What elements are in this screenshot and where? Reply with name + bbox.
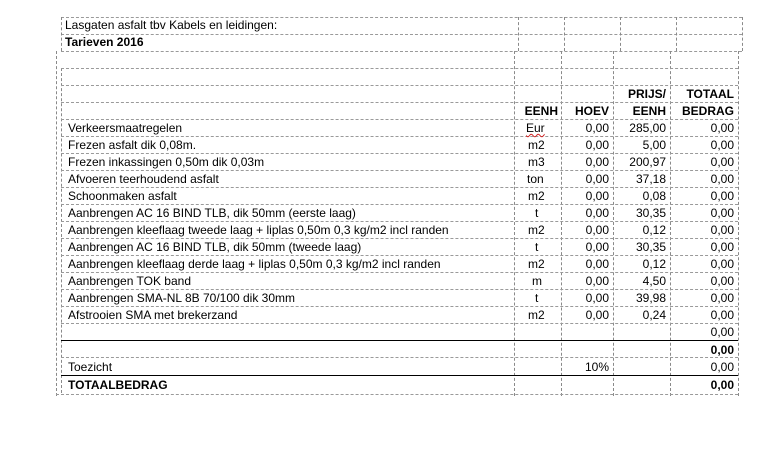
grand-total-label: TOTAALBEDRAG (68, 378, 168, 392)
row-price: 0,12 (642, 223, 666, 237)
row-description: Afstrooien SMA met brekerzand (68, 308, 238, 322)
row-unit: t (535, 206, 539, 220)
toezicht-total: 0,00 (710, 360, 734, 374)
header-right-border (742, 17, 743, 51)
header-mid-border (61, 34, 742, 35)
row-description: Frezen inkassingen 0,50m dik 0,03m (68, 155, 265, 169)
row-description: Frezen asfalt dik 0,08m. (68, 138, 197, 152)
row-quantity: 0,00 (585, 206, 609, 220)
page-title: Lasgaten asfalt tbv Kabels en leidingen: (65, 18, 278, 32)
row-price: 30,35 (635, 206, 666, 220)
row-price: 0,08 (642, 189, 666, 203)
row-total: 0,00 (710, 223, 734, 237)
header-divider-4 (676, 17, 677, 51)
row-description: Schoonmaken asfalt (68, 189, 177, 203)
row-price: 39,98 (635, 291, 666, 305)
row-description: Aanbrengen SMA-NL 8B 70/100 dik 30mm (68, 291, 296, 305)
header-left-border (61, 17, 62, 51)
row-unit: m2 (528, 223, 545, 237)
row-price: 0,12 (642, 257, 666, 271)
header-prijs-top: PRIJS/ (627, 87, 666, 101)
row-total: 0,00 (710, 308, 734, 322)
row-total: 0,00 (710, 206, 734, 220)
row-total: 0,00 (710, 274, 734, 288)
row-description: Aanbrengen kleeflaag derde laag + liplas 0,50m 0,3 kg/m2 incl randen (68, 257, 441, 271)
header-bottom-border (61, 51, 742, 52)
row-description: Aanbrengen AC 16 BIND TLB, dik 50mm (tweede laag) (68, 240, 362, 254)
row-unit: m3 (528, 155, 545, 169)
row-unit: t (535, 240, 539, 254)
row-total: 0,00 (710, 138, 734, 152)
grand-total-value: 0,00 (710, 378, 734, 392)
row-unit: m2 (528, 257, 545, 271)
header-divider-1 (518, 17, 519, 51)
table-right-border (738, 51, 739, 396)
row-unit: t (535, 291, 539, 305)
row-total: 0,00 (710, 257, 734, 271)
row-price: 200,97 (629, 155, 666, 169)
row-quantity: 0,00 (585, 138, 609, 152)
row-quantity: 0,00 (585, 121, 609, 135)
row-total: 0,00 (710, 121, 734, 135)
row-total: 0,00 (710, 155, 734, 169)
row-quantity: 0,00 (585, 257, 609, 271)
header-totaal-top: TOTAAL (686, 87, 734, 101)
toezicht-percentage: 10% (584, 360, 609, 374)
header-hoev: HOEV (574, 104, 609, 118)
row-price: 0,24 (642, 308, 666, 322)
header-divider-3 (620, 17, 621, 51)
row-unit: ton (527, 172, 544, 186)
row-quantity: 0,00 (585, 308, 609, 322)
table-inner-left-border (61, 68, 62, 393)
row-description: Aanbrengen AC 16 BIND TLB, dik 50mm (eerste laag) (68, 206, 356, 220)
row-total: 0,00 (710, 291, 734, 305)
row-price: 285,00 (629, 121, 666, 135)
row-quantity: 0,00 (585, 223, 609, 237)
page-subtitle: Tarieven 2016 (65, 35, 144, 49)
row-price: 5,00 (642, 138, 666, 152)
row-total: 0,00 (710, 189, 734, 203)
row-description: Afvoeren teerhoudend asfalt (68, 172, 219, 186)
subtotal: 0,00 (710, 343, 734, 357)
row-price: 4,50 (642, 274, 666, 288)
header-prijs-bottom: EENH (632, 104, 666, 118)
row-price: 37,18 (635, 172, 666, 186)
extra-total: 0,00 (710, 325, 734, 339)
row-unit: m2 (528, 138, 545, 152)
row-unit: m2 (528, 189, 545, 203)
row-line (61, 357, 738, 358)
row-description: Verkeersmaatregelen (68, 121, 183, 135)
header-totaal-bottom: BEDRAG (681, 104, 734, 118)
row-quantity: 0,00 (585, 291, 609, 305)
table-left-border (56, 51, 57, 396)
row-quantity: 0,00 (585, 189, 609, 203)
row-quantity: 0,00 (585, 155, 609, 169)
header-eenh: EENH (524, 104, 558, 118)
row-description: Aanbrengen kleeflaag tweede laag + liplas 0,50m 0,3 kg/m2 incl randen (68, 223, 449, 237)
table-bottom-border (56, 394, 738, 395)
toezicht-label: Toezicht (68, 360, 113, 374)
row-quantity: 0,00 (585, 240, 609, 254)
header-divider-2 (564, 17, 565, 51)
row-description: Aanbrengen TOK band (68, 274, 191, 288)
row-total: 0,00 (710, 240, 734, 254)
row-unit: m (532, 274, 542, 288)
row-unit: m2 (528, 308, 545, 322)
row-quantity: 0,00 (585, 172, 609, 186)
row-price: 30,35 (635, 240, 666, 254)
grand-total-rule (61, 375, 738, 376)
row-line (61, 68, 738, 69)
row-unit: Eur (526, 121, 545, 135)
row-quantity: 0,00 (585, 274, 609, 288)
row-total: 0,00 (710, 172, 734, 186)
subtotal-rule (61, 340, 738, 341)
